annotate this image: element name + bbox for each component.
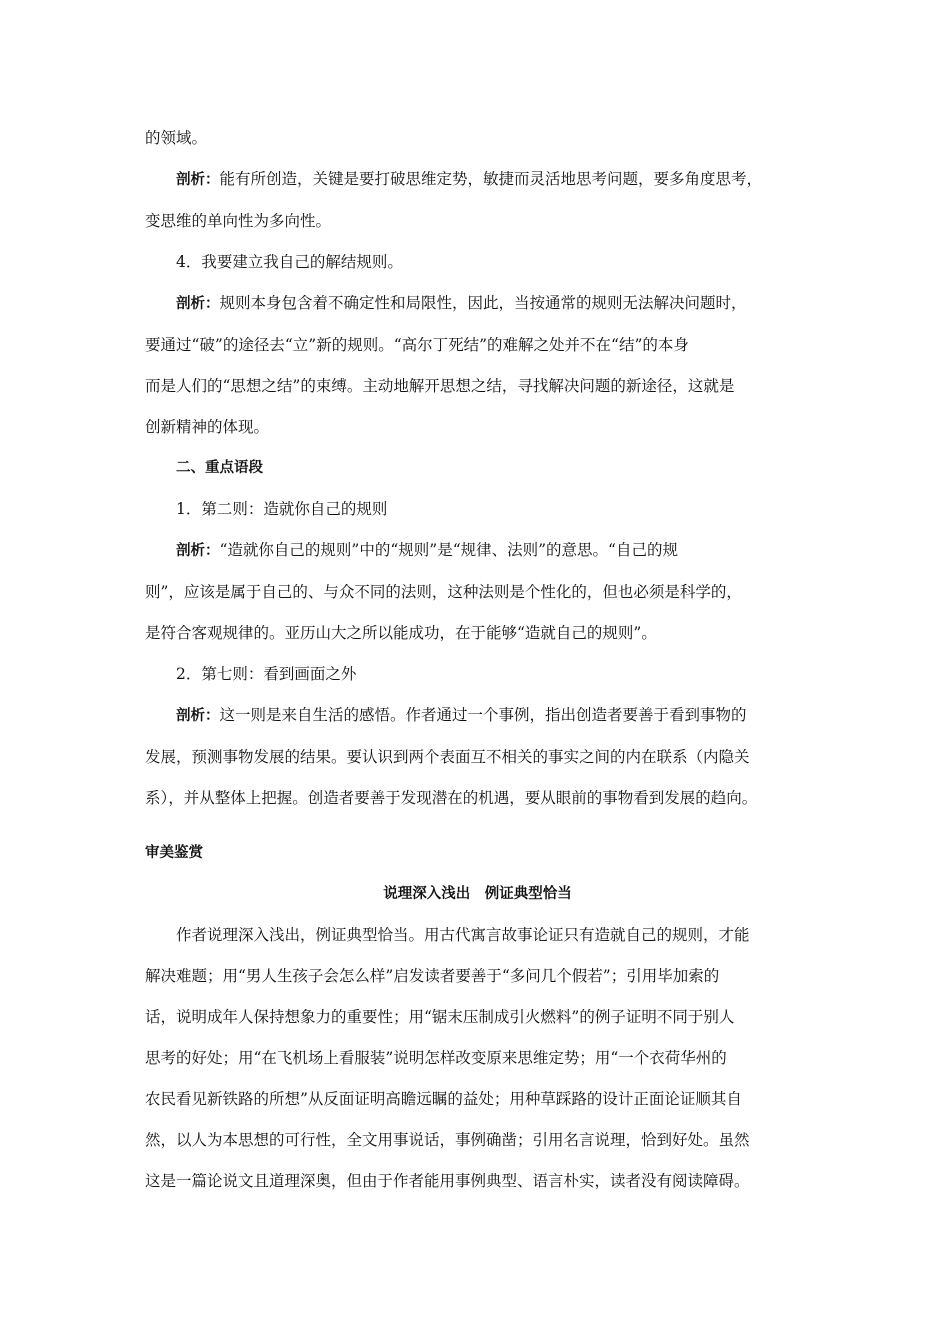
section-heading: 二、重点语段 (176, 460, 263, 476)
paragraph-line: 然，以人为本思想的可行性，全文用事说话，事例确凿；引用名言说理，恰到好处。虽然 (145, 1131, 750, 1149)
analysis-text: “造就你自己的规则”中的“规则”是“规律、法则”的意思。“自己的规 (219, 541, 678, 559)
paragraph-line: 解决难题；用“男人生孩子会怎么样”启发读者要善于“多问几个假若”；引用毕加索的 (145, 967, 720, 985)
analysis-text: 能有所创造，关键是要打破思维定势，敏捷而灵活地思考问题，要多角度思考， (219, 170, 763, 188)
analysis-paragraph (145, 695, 810, 737)
analysis-label: 剖析： (176, 543, 220, 559)
paragraph-line: 农民看见新铁路的所想”从反面证明高瞻远瞩的益处；用种草踩路的设计正面论证顺其自 (145, 1090, 742, 1108)
paragraph-line: 思考的好处；用“在飞机场上看服装”说明怎样改变原来思维定势；用“一个衣荷华州的 (145, 1049, 727, 1067)
analysis-label: 剖析： (176, 172, 220, 188)
paragraph-line: 变思维的单向性为多向性。 (145, 212, 332, 230)
paragraph-line: 话，说明成年人保持想象力的重要性；用“锯末压制成引火燃料”的例子证明不同于别人 (145, 1008, 735, 1026)
document-page (145, 118, 810, 1202)
paragraph-line: 系），并从整体上把握。创造者要善于发现潜在的机遇，要从眼前的事物看到发展的趋向。 (145, 789, 758, 807)
paragraph-line: 要通过“破”的途径去“立”新的规则。“高尔丁死结”的难解之处并不在“结”的本身 (145, 336, 689, 354)
aesthetic-heading: 审美鉴赏 (145, 845, 203, 861)
analysis-label: 剖析： (176, 296, 220, 312)
paragraph-line: 这是一篇论说文且道理深奥，但由于作者能用事例典型、语言朴实，读者没有阅读障碍。 (145, 1172, 750, 1190)
analysis-paragraph (145, 283, 810, 325)
item-title: 2．第七则：看到画面之外 (176, 665, 357, 683)
analysis-paragraph (145, 530, 810, 572)
analysis-text: 这一则是来自生活的感悟。作者通过一个事例，指出创造者要善于看到事物的 (219, 706, 747, 724)
aesthetic-title: 说理深入浅出 例证典型恰当 (383, 886, 572, 902)
analysis-paragraph (145, 159, 810, 201)
paragraph-line: 创新精神的体现。 (145, 418, 270, 436)
paragraph-line: 发展，预测事物发展的结果。要认识到两个表面互不相关的事实之间的内在联系（内隐关 (145, 748, 750, 766)
paragraph-line: 而是人们的“思想之结”的束缚。主动地解开思想之结，寻找解决问题的新途径，这就是 (145, 377, 735, 395)
paragraph-line: 是符合客观规律的。亚历山大之所以能成功，在于能够“造就自己的规则”。 (145, 624, 657, 642)
analysis-label: 剖析： (176, 708, 220, 724)
item-title: 1．第二则：造就你自己的规则 (176, 500, 388, 518)
analysis-text: 规则本身包含着不确定性和局限性，因此，当按通常的规则无法解决问题时， (219, 294, 747, 312)
paragraph-line: 则”，应该是属于自己的、与众不同的法则，这种法则是个性化的，但也必须是科学的， (145, 583, 742, 601)
paragraph-line: 的领域。 (145, 129, 208, 147)
item-title: 4．我要建立我自己的解结规则。 (176, 253, 403, 271)
paragraph-line: 作者说理深入浅出，例证典型恰当。用古代寓言故事论证只有造就自己的规则，才能 (176, 926, 750, 944)
